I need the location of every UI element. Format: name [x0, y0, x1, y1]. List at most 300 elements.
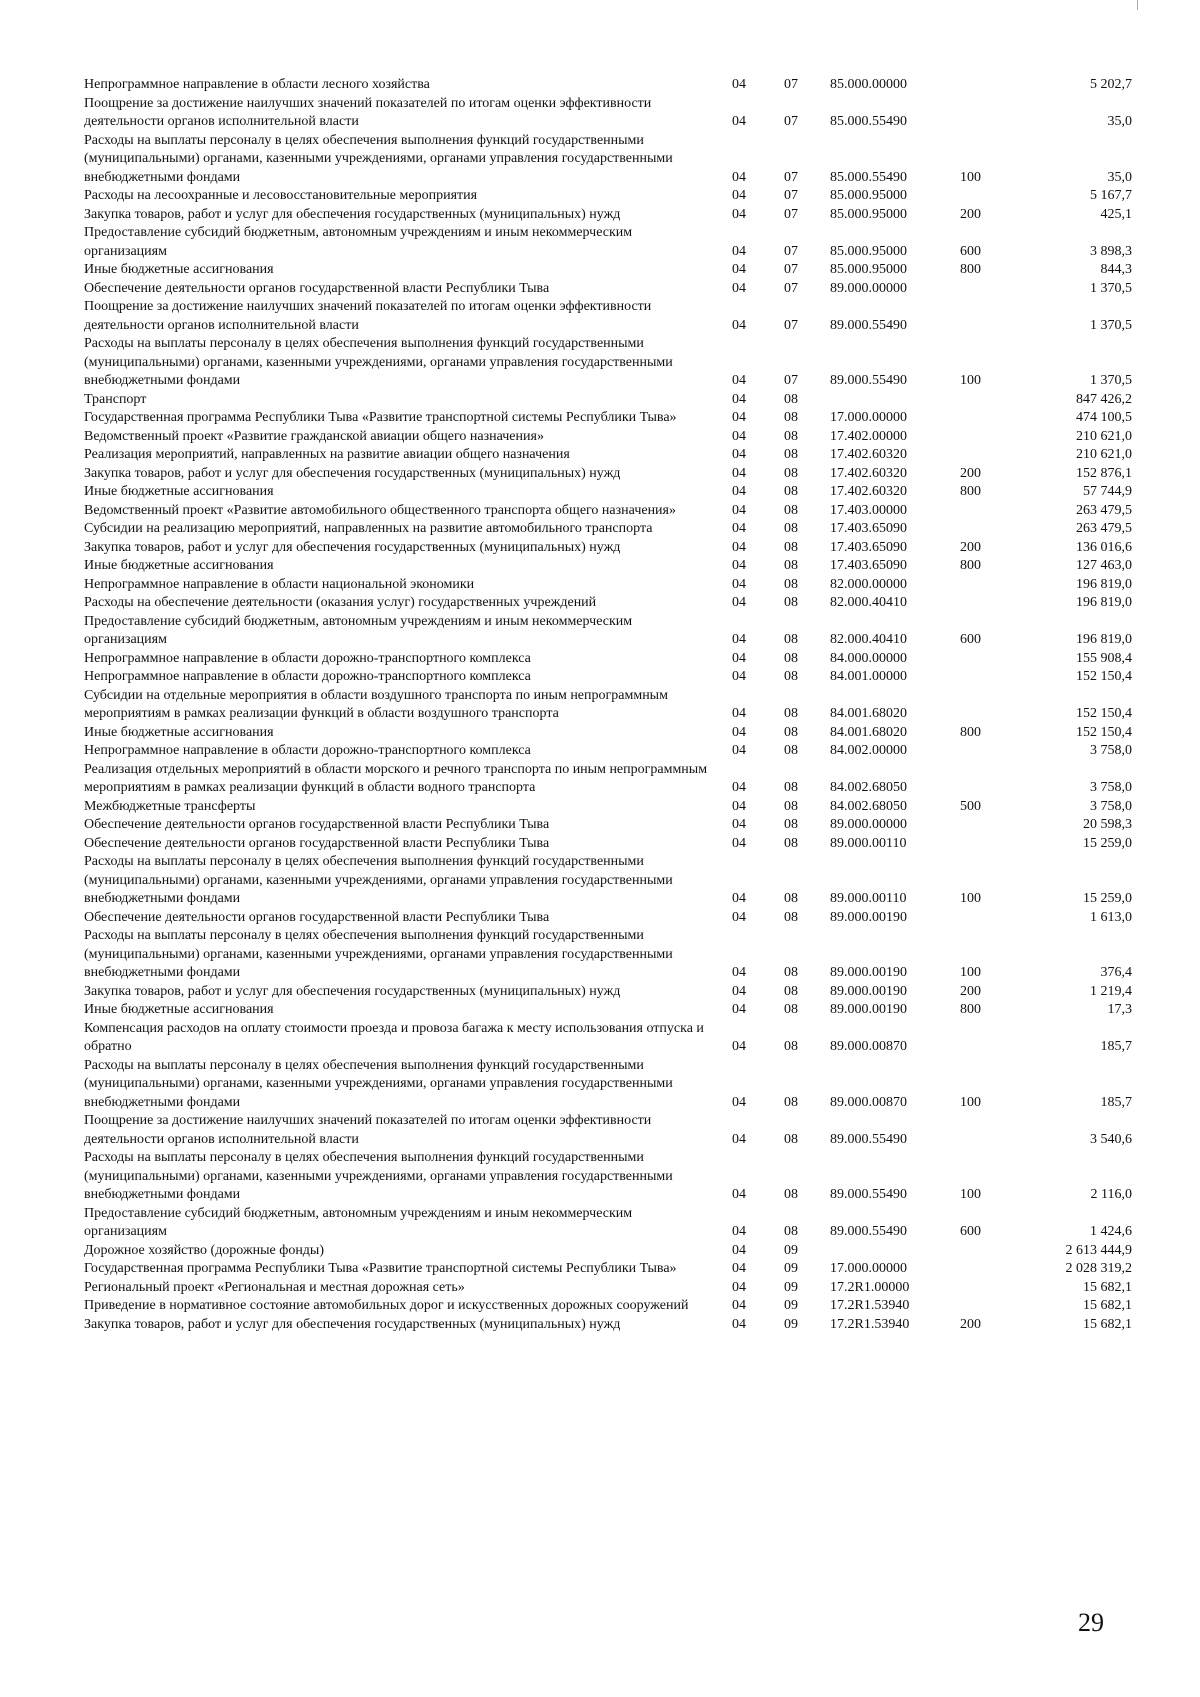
- table-row: [84, 927, 1132, 983]
- budget-table: [84, 76, 1132, 1334]
- subsection-code: 09: [784, 1242, 798, 1258]
- section-code: 04: [732, 1298, 746, 1313]
- table-row: [84, 95, 1132, 132]
- target-article-code: 89.000.55490: [830, 1187, 907, 1202]
- table-row: [84, 1020, 1132, 1057]
- target-article-code: 85.000.95000: [830, 262, 907, 277]
- table-row: [84, 76, 1132, 95]
- target-article-code: 89.000.00190: [830, 983, 907, 999]
- target-article-code: 84.002.00000: [830, 743, 907, 758]
- amount: 1 424,6: [1090, 1224, 1132, 1239]
- target-article-code: 82.000.40410: [830, 595, 907, 610]
- amount: 127 463,0: [1076, 558, 1132, 573]
- target-article-code: 17.2R1.53940: [830, 1298, 910, 1313]
- amount: 152 150,4: [1076, 724, 1132, 740]
- section-code: 04: [732, 169, 746, 185]
- subsection-code: 07: [784, 169, 798, 185]
- subsection-code: 08: [784, 909, 798, 925]
- section-code: 04: [732, 891, 746, 906]
- expense-type-code: 800: [960, 1002, 981, 1017]
- table-row: [84, 1297, 1132, 1316]
- subsection-code: 08: [784, 1094, 798, 1110]
- table-row: [84, 280, 1132, 299]
- expense-type-code: 100: [960, 1094, 981, 1110]
- table-row: [84, 1260, 1132, 1279]
- row-name: Иные бюджетные ассигнования: [84, 484, 274, 499]
- amount: 3 758,0: [1090, 798, 1132, 814]
- table-row: [84, 650, 1132, 669]
- row-name: Расходы на выплаты персоналу в целях обеспечения выполнения функций государственными (муниципальными) органами, казенными учреждениями, органами управления государственными внебюджетными фондами: [84, 1150, 673, 1202]
- amount: 425,1: [1100, 206, 1132, 222]
- table-row: [84, 502, 1132, 521]
- subsection-code: 08: [784, 447, 798, 462]
- row-name: Непрограммное направление в области национальной экономики: [84, 576, 475, 592]
- amount: 185,7: [1100, 1039, 1132, 1054]
- subsection-code: 08: [784, 632, 798, 647]
- row-name: Непрограммное направление в области дорожно-транспортного комплекса: [84, 743, 531, 758]
- amount: 152 150,4: [1076, 706, 1132, 721]
- expense-type-code: 600: [960, 632, 981, 647]
- target-article-code: 84.001.68020: [830, 724, 907, 740]
- section-code: 04: [732, 743, 746, 758]
- row-name: Приведение в нормативное состояние автомобильных дорог и искусственных дорожных сооружений: [84, 1298, 689, 1313]
- section-code: 04: [732, 724, 746, 740]
- row-name: Иные бюджетные ассигнования: [84, 1002, 274, 1017]
- section-code: 04: [732, 983, 746, 999]
- row-name: Поощрение за достижение наилучших значений показателей по итогам оценки эффективности деятельности органов исполнительной власти: [84, 299, 652, 333]
- row-name: Реализация отдельных мероприятий в области морского и речного транспорта по иным непрограммным мероприятиям в рамках реализации функций в области водного транспорта: [84, 761, 708, 795]
- subsection-code: 08: [784, 465, 798, 481]
- row-name: Иные бюджетные ассигнования: [84, 724, 274, 740]
- target-article-code: 17.402.60320: [830, 465, 907, 481]
- subsection-code: 08: [784, 576, 798, 592]
- amount: 2 613 444,9: [1065, 1242, 1132, 1258]
- amount: 196 819,0: [1076, 576, 1132, 592]
- target-article-code: 17.402.00000: [830, 428, 907, 444]
- section-code: 04: [732, 1242, 746, 1258]
- expense-type-code: 600: [960, 1224, 981, 1239]
- target-article-code: 89.000.00190: [830, 1002, 907, 1017]
- amount: 17,3: [1107, 1002, 1132, 1017]
- amount: 847 426,2: [1076, 391, 1132, 407]
- row-name: Непрограммное направление в области дорожно-транспортного комплекса: [84, 650, 531, 666]
- section-code: 04: [732, 373, 746, 388]
- row-name: Обеспечение деятельности органов государственной власти Республики Тыва: [84, 280, 550, 296]
- target-article-code: 85.000.00000: [830, 77, 907, 92]
- target-article-code: 17.402.60320: [830, 484, 907, 499]
- expense-type-code: 800: [960, 484, 981, 499]
- amount: 196 819,0: [1076, 632, 1132, 647]
- table-row: [84, 909, 1132, 928]
- subsection-code: 08: [784, 521, 798, 536]
- amount: 1 370,5: [1090, 317, 1132, 333]
- subsection-code: 07: [784, 262, 798, 277]
- amount: 15 259,0: [1083, 891, 1132, 906]
- expense-type-code: 100: [960, 965, 981, 980]
- subsection-code: 08: [784, 724, 798, 740]
- row-name: Реализация мероприятий, направленных на развитие авиации общего назначения: [84, 447, 570, 462]
- row-name: Ведомственный проект «Развитие автомобильного общественного транспорта общего назначения»: [84, 502, 676, 518]
- target-article-code: 82.000.40410: [830, 632, 907, 647]
- subsection-code: 08: [784, 595, 798, 610]
- section-code: 04: [732, 465, 746, 481]
- subsection-code: 08: [784, 650, 798, 666]
- row-name: Расходы на выплаты персоналу в целях обеспечения выполнения функций государственными (муниципальными) органами, казенными учреждениями, органами управления государственными внебюджетными фондами: [84, 132, 673, 185]
- section-code: 04: [732, 576, 746, 592]
- amount: 20 598,3: [1083, 817, 1132, 832]
- subsection-code: 08: [784, 1039, 798, 1054]
- amount: 35,0: [1107, 169, 1132, 185]
- section-code: 04: [732, 817, 746, 832]
- amount: 5 202,7: [1090, 77, 1132, 92]
- expense-type-code: 200: [960, 1316, 981, 1332]
- amount: 2 116,0: [1090, 1187, 1132, 1202]
- amount: 263 479,5: [1076, 502, 1132, 518]
- target-article-code: 89.000.00000: [830, 817, 907, 832]
- target-article-code: 89.000.00190: [830, 965, 907, 980]
- subsection-code: 08: [784, 706, 798, 721]
- target-article-code: 17.403.65090: [830, 558, 907, 573]
- amount: 1 219,4: [1090, 983, 1132, 999]
- subsection-code: 07: [784, 188, 798, 203]
- row-name: Расходы на выплаты персоналу в целях обеспечения выполнения функций государственными (муниципальными) органами, казенными учреждениями, органами управления государственными внебюджетными фондами: [84, 1057, 673, 1110]
- target-article-code: 85.000.55490: [830, 114, 907, 129]
- expense-type-code: 200: [960, 983, 981, 999]
- target-article-code: 17.000.00000: [830, 410, 907, 425]
- row-name: Закупка товаров, работ и услуг для обеспечения государственных (муниципальных) нужд: [84, 206, 621, 222]
- table-row: [84, 335, 1132, 391]
- expense-type-code: 800: [960, 724, 981, 740]
- table-row: [84, 835, 1132, 854]
- section-code: 04: [732, 798, 746, 814]
- section-code: 04: [732, 410, 746, 425]
- amount: 3 758,0: [1090, 743, 1132, 758]
- row-name: Субсидии на реализацию мероприятий, направленных на развитие автомобильного транспорта: [84, 521, 653, 536]
- amount: 3 540,6: [1090, 1131, 1132, 1147]
- expense-type-code: 600: [960, 243, 981, 259]
- section-code: 04: [732, 1224, 746, 1239]
- expense-type-code: 100: [960, 373, 981, 388]
- amount: 155 908,4: [1076, 650, 1132, 666]
- table-row: [84, 761, 1132, 798]
- section-code: 04: [732, 539, 746, 555]
- table-row: [84, 1205, 1132, 1242]
- amount: 15 682,1: [1083, 1279, 1132, 1295]
- section-code: 04: [732, 1039, 746, 1054]
- amount: 210 621,0: [1076, 428, 1132, 444]
- table-row: [84, 798, 1132, 817]
- amount: 474 100,5: [1076, 410, 1132, 425]
- row-name: Закупка товаров, работ и услуг для обеспечения государственных (муниципальных) нужд: [84, 539, 621, 555]
- target-article-code: 85.000.95000: [830, 188, 907, 203]
- table-row: [84, 576, 1132, 595]
- expense-type-code: 100: [960, 1187, 981, 1202]
- subsection-code: 08: [784, 817, 798, 832]
- section-code: 04: [732, 114, 746, 129]
- scan-mark: [1137, 0, 1138, 10]
- table-row: [84, 465, 1132, 484]
- table-row: [84, 224, 1132, 261]
- subsection-code: 07: [784, 317, 798, 333]
- amount: 3 898,3: [1090, 243, 1132, 259]
- row-name: Обеспечение деятельности органов государственной власти Республики Тыва: [84, 817, 550, 832]
- section-code: 04: [732, 77, 746, 92]
- row-name: Закупка товаров, работ и услуг для обеспечения государственных (муниципальных) нужд: [84, 1316, 621, 1332]
- amount: 136 016,6: [1076, 539, 1132, 555]
- target-article-code: 84.001.68020: [830, 706, 907, 721]
- target-article-code: 85.000.55490: [830, 169, 907, 185]
- subsection-code: 08: [784, 835, 798, 851]
- row-name: Расходы на обеспечение деятельности (оказания услуг) государственных учреждений: [84, 595, 597, 610]
- subsection-code: 08: [784, 891, 798, 906]
- table-row: [84, 668, 1132, 687]
- target-article-code: 17.402.60320: [830, 447, 907, 462]
- section-code: 04: [732, 1261, 746, 1276]
- target-article-code: 89.000.00000: [830, 280, 907, 296]
- table-row: [84, 520, 1132, 539]
- table-row: [84, 594, 1132, 613]
- table-row: [84, 1316, 1132, 1335]
- row-name: Транспорт: [84, 391, 147, 407]
- section-code: 04: [732, 706, 746, 721]
- subsection-code: 07: [784, 280, 798, 296]
- row-name: Закупка товаров, работ и услуг для обеспечения государственных (муниципальных) нужд: [84, 983, 621, 999]
- subsection-code: 08: [784, 1187, 798, 1202]
- amount: 1 370,5: [1090, 280, 1132, 296]
- target-article-code: 89.000.00110: [830, 891, 907, 906]
- subsection-code: 08: [784, 1224, 798, 1239]
- target-article-code: 89.000.55490: [830, 1224, 907, 1239]
- table-row: [84, 687, 1132, 724]
- table-row: [84, 1001, 1132, 1020]
- table-row: [84, 261, 1132, 280]
- subsection-code: 09: [784, 1261, 798, 1276]
- subsection-code: 08: [784, 780, 798, 795]
- target-article-code: 17.2R1.00000: [830, 1279, 910, 1295]
- section-code: 04: [732, 965, 746, 980]
- amount: 844,3: [1100, 262, 1132, 277]
- table-row: [84, 816, 1132, 835]
- subsection-code: 07: [784, 77, 798, 92]
- subsection-code: 09: [784, 1298, 798, 1313]
- section-code: 04: [732, 1316, 746, 1332]
- table-row: [84, 428, 1132, 447]
- target-article-code: 89.000.00870: [830, 1039, 907, 1054]
- table-row: [84, 483, 1132, 502]
- row-name: Расходы на лесоохранные и лесовосстановительные мероприятия: [84, 188, 478, 203]
- subsection-code: 09: [784, 1316, 798, 1332]
- table-row: [84, 1279, 1132, 1298]
- table-row: [84, 187, 1132, 206]
- amount: 3 758,0: [1090, 780, 1132, 795]
- row-name: Предоставление субсидий бюджетным, автономным учреждениям и иным некоммерческим организациям: [84, 613, 633, 647]
- table-row: [84, 298, 1132, 335]
- row-name: Предоставление субсидий бюджетным, автономным учреждениям и иным некоммерческим организациям: [84, 1205, 633, 1239]
- row-name: Предоставление субсидий бюджетным, автономным учреждениям и иным некоммерческим организациям: [84, 225, 633, 259]
- target-article-code: 84.002.68050: [830, 780, 907, 795]
- subsection-code: 08: [784, 798, 798, 814]
- table-row: [84, 391, 1132, 410]
- expense-type-code: 200: [960, 539, 981, 555]
- section-code: 04: [732, 317, 746, 333]
- table-row: [84, 1149, 1132, 1205]
- amount: 15 259,0: [1083, 835, 1132, 851]
- section-code: 04: [732, 558, 746, 573]
- amount: 185,7: [1100, 1094, 1132, 1110]
- table-row: [84, 724, 1132, 743]
- amount: 15 682,1: [1083, 1316, 1132, 1332]
- subsection-code: 08: [784, 539, 798, 555]
- table-row: [84, 983, 1132, 1002]
- table-row: [84, 557, 1132, 576]
- section-code: 04: [732, 428, 746, 444]
- target-article-code: 84.001.00000: [830, 669, 907, 684]
- subsection-code: 08: [784, 484, 798, 499]
- row-name: Поощрение за достижение наилучших значений показателей по итогам оценки эффективности деятельности органов исполнительной власти: [84, 1113, 652, 1147]
- row-name: Государственная программа Республики Тыва «Развитие транспортной системы Республики Тыва»: [84, 410, 677, 425]
- expense-type-code: 500: [960, 798, 981, 814]
- section-code: 04: [732, 447, 746, 462]
- subsection-code: 08: [784, 391, 798, 407]
- section-code: 04: [732, 1094, 746, 1110]
- amount: 263 479,5: [1076, 521, 1132, 536]
- row-name: Иные бюджетные ассигнования: [84, 262, 274, 277]
- row-name: Иные бюджетные ассигнования: [84, 558, 274, 573]
- subsection-code: 08: [784, 502, 798, 518]
- subsection-code: 09: [784, 1279, 798, 1295]
- section-code: 04: [732, 280, 746, 296]
- target-article-code: 84.000.00000: [830, 650, 907, 666]
- target-article-code: 89.000.00190: [830, 909, 907, 925]
- section-code: 04: [732, 1279, 746, 1295]
- table-row: [84, 853, 1132, 909]
- amount: 196 819,0: [1076, 595, 1132, 610]
- row-name: Непрограммное направление в области лесного хозяйства: [84, 77, 430, 92]
- subsection-code: 07: [784, 243, 798, 259]
- row-name: Региональный проект «Региональная и местная дорожная сеть»: [84, 1279, 465, 1295]
- table-row: [84, 613, 1132, 650]
- expense-type-code: 200: [960, 206, 981, 222]
- subsection-code: 08: [784, 669, 798, 684]
- row-name: Ведомственный проект «Развитие гражданской авиации общего назначения»: [84, 428, 544, 444]
- amount: 35,0: [1107, 114, 1132, 129]
- section-code: 04: [732, 391, 746, 407]
- section-code: 04: [732, 595, 746, 610]
- subsection-code: 08: [784, 410, 798, 425]
- section-code: 04: [732, 632, 746, 647]
- amount: 15 682,1: [1083, 1298, 1132, 1313]
- subsection-code: 08: [784, 1131, 798, 1147]
- table-row: [84, 1242, 1132, 1261]
- target-article-code: 17.403.65090: [830, 539, 907, 555]
- expense-type-code: 200: [960, 465, 981, 481]
- section-code: 04: [732, 484, 746, 499]
- amount: 1 613,0: [1090, 909, 1132, 925]
- target-article-code: 89.000.00870: [830, 1094, 907, 1110]
- row-name: Расходы на выплаты персоналу в целях обеспечения выполнения функций государственными (муниципальными) органами, казенными учреждениями, органами управления государственными внебюджетными фондами: [84, 854, 673, 906]
- expense-type-code: 800: [960, 262, 981, 277]
- row-name: Дорожное хозяйство (дорожные фонды): [84, 1242, 325, 1258]
- section-code: 04: [732, 835, 746, 851]
- target-article-code: 89.000.55490: [830, 317, 907, 333]
- row-name: Межбюджетные трансферты: [84, 798, 256, 814]
- section-code: 04: [732, 1002, 746, 1017]
- target-article-code: 85.000.95000: [830, 243, 907, 259]
- target-article-code: 89.000.55490: [830, 373, 907, 388]
- row-name: Непрограммное направление в области дорожно-транспортного комплекса: [84, 669, 531, 684]
- section-code: 04: [732, 650, 746, 666]
- subsection-code: 08: [784, 743, 798, 758]
- target-article-code: 17.2R1.53940: [830, 1316, 910, 1332]
- section-code: 04: [732, 502, 746, 518]
- amount: 210 621,0: [1076, 447, 1132, 462]
- subsection-code: 07: [784, 114, 798, 129]
- subsection-code: 08: [784, 965, 798, 980]
- expense-type-code: 100: [960, 891, 981, 906]
- target-article-code: 84.002.68050: [830, 798, 907, 814]
- section-code: 04: [732, 188, 746, 203]
- page-number: 29: [1078, 1608, 1104, 1637]
- target-article-code: 17.403.65090: [830, 521, 907, 536]
- target-article-code: 17.000.00000: [830, 1261, 907, 1276]
- target-article-code: 82.000.00000: [830, 576, 907, 592]
- target-article-code: 89.000.00110: [830, 835, 907, 851]
- row-name: Обеспечение деятельности органов государственной власти Республики Тыва: [84, 835, 550, 851]
- section-code: 04: [732, 206, 746, 222]
- section-code: 04: [732, 909, 746, 925]
- section-code: 04: [732, 243, 746, 259]
- section-code: 04: [732, 780, 746, 795]
- row-name: Субсидии на отдельные мероприятия в области воздушного транспорта по иным непрограммным мероприятиям в рамках реализации функций в области воздушного транспорта: [84, 687, 668, 721]
- subsection-code: 07: [784, 206, 798, 222]
- row-name: Поощрение за достижение наилучших значений показателей по итогам оценки эффективности деятельности органов исполнительной власти: [84, 95, 652, 129]
- row-name: Государственная программа Республики Тыва «Развитие транспортной системы Республики Тыва»: [84, 1261, 677, 1276]
- expense-type-code: 100: [960, 169, 981, 185]
- amount: 152 150,4: [1076, 669, 1132, 684]
- table-row: [84, 1112, 1132, 1149]
- section-code: 04: [732, 521, 746, 536]
- table-row: [84, 742, 1132, 761]
- subsection-code: 08: [784, 428, 798, 444]
- table-row: [84, 446, 1132, 465]
- subsection-code: 08: [784, 558, 798, 573]
- target-article-code: 17.403.00000: [830, 502, 907, 518]
- row-name: Обеспечение деятельности органов государственной власти Республики Тыва: [84, 909, 550, 925]
- amount: 1 370,5: [1090, 373, 1132, 388]
- section-code: 04: [732, 1131, 746, 1147]
- table-row: [84, 1057, 1132, 1113]
- table-row: [84, 132, 1132, 188]
- subsection-code: 08: [784, 1002, 798, 1017]
- row-name: Расходы на выплаты персоналу в целях обеспечения выполнения функций государственными (муниципальными) органами, казенными учреждениями, органами управления государственными внебюджетными фондами: [84, 336, 673, 388]
- amount: 376,4: [1100, 965, 1132, 980]
- row-name: Компенсация расходов на оплату стоимости проезда и провоза багажа к месту использования отпуска и обратно: [84, 1020, 704, 1054]
- target-article-code: 85.000.95000: [830, 206, 907, 222]
- amount: 5 167,7: [1090, 188, 1132, 203]
- row-name: Закупка товаров, работ и услуг для обеспечения государственных (муниципальных) нужд: [84, 465, 621, 481]
- amount: 57 744,9: [1083, 484, 1132, 499]
- target-article-code: 89.000.55490: [830, 1131, 907, 1147]
- table-row: [84, 409, 1132, 428]
- amount: 152 876,1: [1076, 465, 1132, 481]
- table-row: [84, 539, 1132, 558]
- expense-type-code: 800: [960, 558, 981, 573]
- row-name: Расходы на выплаты персоналу в целях обеспечения выполнения функций государственными (муниципальными) органами, казенными учреждениями, органами управления государственными внебюджетными фондами: [84, 928, 673, 980]
- section-code: 04: [732, 669, 746, 684]
- section-code: 04: [732, 262, 746, 277]
- subsection-code: 07: [784, 373, 798, 388]
- subsection-code: 08: [784, 983, 798, 999]
